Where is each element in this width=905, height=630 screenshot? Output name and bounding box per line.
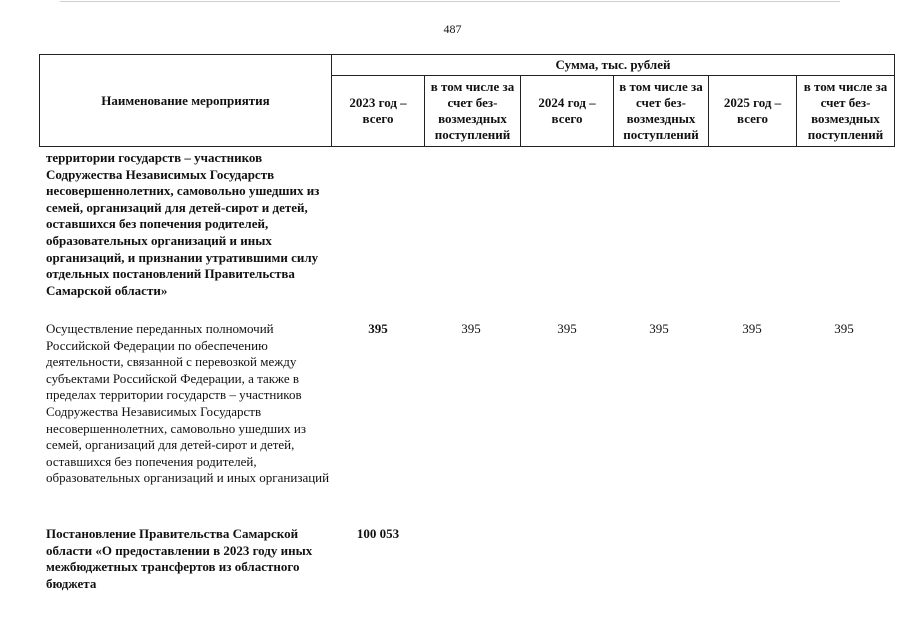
- row-name-continuation: территории государств – участников Содружества Независимых Государств несовершеннолетних, самовольно ушедших из семей, организаций для детей-сирот и детей, оставшихся без попечения родителей, образовательных организаций и иных организаций, и признании утратившими силу отдельных постановлений Правительства Самарской области»: [46, 150, 320, 298]
- header-col-2025-free: в том числе за счет без- возмездных поступлений: [797, 76, 895, 147]
- header-col-2024-total: 2024 год – всего: [521, 76, 614, 147]
- header-sum-group: Сумма, тыс. рублей: [332, 55, 895, 76]
- value-2025-free: 395: [834, 321, 854, 336]
- value-2023-total: 395: [368, 321, 388, 336]
- value-2023-free: 395: [461, 321, 481, 336]
- value-2024-total: 395: [557, 321, 577, 336]
- header-col-2023-total: 2023 год – всего: [332, 76, 425, 147]
- header-col-2024-free: в том числе за счет без- возмездных поступлений: [614, 76, 709, 147]
- value-2023-total-resolution: 100 053: [356, 526, 400, 541]
- header-col-2025-total: 2025 год – всего: [709, 76, 797, 147]
- row-name-resolution: Постановление Правительства Самарской области «О предоставлении в 2023 году иных межбюджетных трансфертов из областного бюджета: [46, 526, 313, 591]
- value-2025-total: 395: [742, 321, 762, 336]
- page-number: 487: [443, 22, 462, 36]
- header-name-column: Наименование мероприятия: [40, 55, 332, 147]
- value-2024-free: 395: [649, 321, 669, 336]
- table-header: [39, 54, 895, 147]
- header-col-2023-free: в том числе за счет без- возмездных поступлений: [425, 76, 521, 147]
- row-name-delegated-powers: Осуществление переданных полномочий Российской Федерации по обеспечению деятельности, связанной с перевозкой между субъектами Российской Федерации, а также в пределах территории государств – участников Содружества Независимых Государств несовершеннолетних, самовольно ушедших из семей, организаций для детей-сирот и детей, оставшихся без попечения родителей, образовательных организаций и иных организаций: [46, 321, 330, 486]
- top-rule: [60, 1, 840, 2]
